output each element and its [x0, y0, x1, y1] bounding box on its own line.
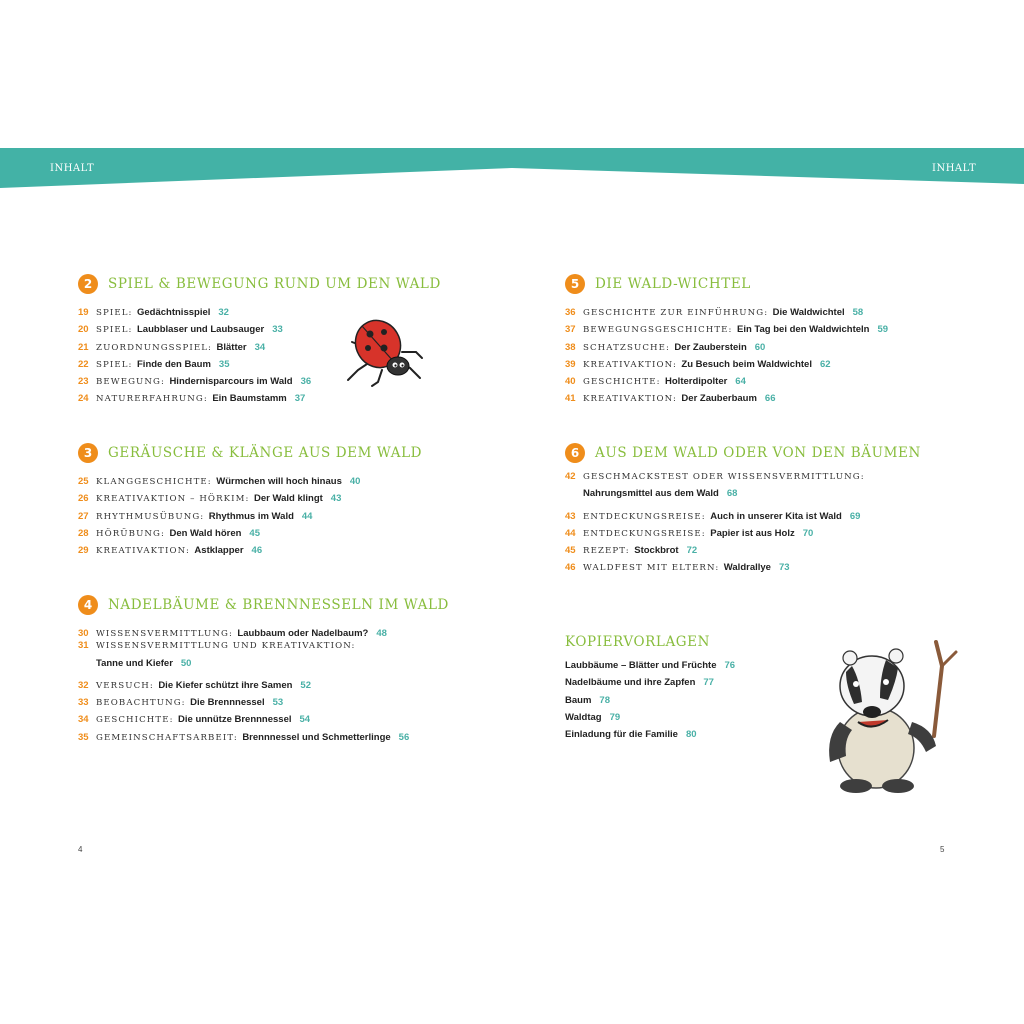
badger-illustration [816, 636, 964, 798]
toc-entry[interactable] [78, 388, 441, 405]
entry-page: 77 [703, 677, 714, 689]
entry-title: Waldrallye [723, 562, 771, 574]
entry-number: 42 [565, 471, 576, 482]
toc-entry[interactable] [78, 540, 422, 557]
entry-title: Der Zauberbaum [681, 393, 757, 405]
entry-title: Baum [565, 694, 592, 706]
toc-entry[interactable] [565, 540, 921, 557]
section-title: GERÄUSCHE & KLÄNGE AUS DEM WALD [108, 445, 423, 461]
toc-entry[interactable] [78, 488, 422, 505]
entry-title: Den Wald hören [169, 527, 242, 539]
entry-title: Holterdipolter [665, 376, 728, 388]
entry-page: 80 [685, 729, 697, 741]
entry-title: Der Zauberstein [674, 341, 747, 353]
entry-number: 22 [78, 358, 89, 370]
entry-page: 53 [272, 697, 284, 709]
section-title: KOPIERVORLAGEN [565, 634, 711, 650]
toc-section-4 [78, 593, 449, 744]
entry-type: RHYTHMUSÜBUNG: [96, 511, 205, 522]
entry-type: WALDFEST MIT ELTERN: [583, 563, 720, 574]
entry-title: Die unnütze Brennnessel [178, 714, 292, 726]
toc-entry[interactable] [565, 319, 888, 336]
entry-title: Laubbaum oder Nadelbaum? [237, 628, 369, 639]
entry-number: 31 [78, 640, 89, 652]
entry-page: 48 [376, 628, 387, 639]
toc-entry[interactable] [78, 640, 449, 657]
entry-title: Die Kiefer schützt ihre Samen [158, 679, 293, 691]
entry-number: 38 [565, 341, 576, 353]
entry-number: 24 [78, 393, 89, 405]
entry-title: Astklapper [194, 545, 244, 557]
entry-number: 40 [565, 376, 576, 388]
entry-type: WISSENSVERMITTLUNG: [96, 629, 233, 639]
entry-number: 45 [565, 545, 576, 557]
entry-title: Rhythmus im Wald [208, 510, 294, 522]
toc-section-3 [78, 441, 422, 557]
entry-type: GESCHICHTE ZUR EINFÜHRUNG: [583, 308, 769, 318]
entry-type: HÖRÜBUNG: [96, 528, 165, 539]
entry-type: ENTDECKUNGSREISE: [583, 528, 706, 539]
toc-entry[interactable] [78, 506, 422, 523]
entry-page: 58 [852, 307, 864, 318]
toc-entry[interactable] [565, 712, 735, 729]
entry-title: Stockbrot [634, 545, 679, 557]
toc-entry[interactable] [78, 523, 422, 540]
toc-entry[interactable] [78, 623, 449, 640]
entry-page: 32 [218, 307, 229, 318]
entry-type: ZUORDNUNGSSPIEL: [96, 342, 213, 353]
entry-number: 19 [78, 307, 89, 318]
entry-number: 43 [565, 510, 576, 522]
page-number-left: 4 [78, 845, 83, 854]
entry-type: BEOBACHTUNG: [96, 698, 186, 709]
entry-page: 70 [802, 527, 814, 539]
entry-title: Ein Tag bei den Waldwichteln [737, 324, 870, 336]
entry-number: 29 [78, 545, 89, 557]
entry-type: VERSUCH: [96, 680, 154, 691]
toc-kopiervorlagen [565, 630, 735, 746]
entry-type: SPIEL: [96, 325, 133, 336]
entry-number: 25 [78, 476, 89, 487]
entry-title: Laubbäume – Blätter und Früchte [565, 660, 717, 671]
toc-entry[interactable] [565, 557, 921, 574]
entry-number: 27 [78, 510, 89, 522]
entry-page: 45 [249, 527, 260, 539]
section-number-badge: 2 [78, 274, 98, 294]
entry-number: 28 [78, 527, 89, 539]
entry-page: 52 [300, 679, 311, 691]
entry-page: 66 [764, 393, 776, 405]
entry-title: Ein Baumstamm [212, 393, 287, 405]
entry-page: 69 [849, 510, 861, 522]
toc-entry[interactable] [565, 506, 921, 523]
entry-title: Der Wald klingt [254, 493, 323, 505]
entry-page: 78 [599, 694, 610, 706]
entry-title: Blätter [216, 341, 247, 353]
entry-number: 46 [565, 562, 576, 574]
entry-page: 64 [735, 376, 746, 388]
entry-type: GESCHICHTE: [583, 377, 661, 388]
header-banner [0, 148, 1024, 190]
header-label-right: INHALT [932, 163, 977, 174]
entry-number: 21 [78, 341, 89, 353]
entry-number: 39 [565, 358, 576, 370]
section-title: NADELBÄUME & BRENNNESSELN IM WALD [108, 597, 449, 613]
entry-type: NATURERFAHRUNG: [96, 394, 208, 405]
section-number-badge: 5 [565, 274, 585, 294]
toc-section-6 [565, 441, 921, 575]
entry-number: 26 [78, 493, 89, 505]
entry-type: SPIEL: [96, 308, 133, 318]
header-label-left: INHALT [50, 163, 95, 174]
ladybug-illustration [340, 312, 430, 390]
entry-type: GEMEINSCHAFTSARBEIT: [96, 732, 238, 743]
entry-page: 37 [294, 393, 306, 405]
entry-page: 50 [180, 657, 192, 669]
toc-entry[interactable] [565, 371, 888, 388]
entry-title: Auch in unserer Kita ist Wald [710, 510, 842, 522]
toc-entry[interactable] [565, 523, 921, 540]
toc-entry[interactable] [565, 337, 888, 354]
entry-type: KREATIVAKTION: [583, 359, 677, 370]
entry-number: 30 [78, 628, 89, 639]
entry-type: KREATIVAKTION: [96, 546, 190, 557]
entry-page: 34 [254, 341, 266, 353]
entry-number: 34 [78, 714, 89, 726]
entry-type: WISSENSVERMITTLUNG UND KREATIVAKTION: [96, 641, 356, 652]
entry-page: 62 [819, 358, 831, 370]
toc-entry[interactable] [78, 471, 422, 488]
entry-title: Hindernisparcours im Wald [169, 376, 293, 388]
entry-page: 79 [609, 711, 621, 723]
entry-type: ENTDECKUNGSREISE: [583, 511, 706, 522]
entry-page: 76 [724, 660, 736, 671]
entry-number: 37 [565, 324, 576, 336]
section-number-badge: 3 [78, 443, 98, 463]
toc-entry[interactable] [78, 727, 449, 744]
entry-page: 35 [218, 358, 230, 370]
entry-type: REZEPT: [583, 546, 630, 557]
toc-entry[interactable] [78, 692, 449, 709]
entry-type: BEWEGUNG: [96, 377, 165, 388]
entry-type: GESCHMACKSTEST ODER WISSENSVERMITTLUNG: [583, 472, 865, 482]
entry-title: Nahrungsmittel aus dem Wald [583, 488, 719, 500]
toc-entry[interactable] [565, 302, 888, 319]
entry-number: 35 [78, 731, 89, 743]
entry-page: 33 [272, 324, 283, 336]
entry-type: KLANGGESCHICHTE: [96, 477, 212, 487]
section-title: SPIEL & BEWEGUNG RUND UM DEN WALD [108, 276, 441, 292]
entry-page: 73 [778, 562, 790, 574]
toc-entry[interactable] [565, 354, 888, 371]
toc-entry[interactable] [78, 709, 449, 726]
toc-entry[interactable] [565, 677, 735, 694]
entry-title: Laubblaser und Laubsauger [137, 324, 265, 336]
entry-title: Die Brennnessel [190, 697, 265, 709]
entry-number: 32 [78, 679, 89, 691]
entry-title: Zu Besuch beim Waldwichtel [681, 358, 812, 370]
entry-title: Waldtag [565, 711, 602, 723]
entry-title: Tanne und Kiefer [96, 657, 173, 669]
entry-number: 33 [78, 697, 89, 709]
section-title: AUS DEM WALD ODER VON DEN BÄUMEN [595, 445, 921, 461]
entry-page: 60 [754, 341, 766, 353]
entry-type: SPIEL: [96, 359, 133, 370]
page-number-right: 5 [940, 845, 945, 854]
toc-entry[interactable] [78, 675, 449, 692]
entry-number: 44 [565, 527, 576, 539]
toc-entry[interactable] [565, 388, 888, 405]
entry-title: Nadelbäume und ihre Zapfen [565, 677, 696, 689]
entry-number: 23 [78, 376, 89, 388]
entry-title: Einladung für die Familie [565, 729, 678, 741]
entry-title: Die Waldwichtel [772, 307, 845, 318]
entry-page: 44 [301, 510, 313, 522]
entry-title: Brennnessel und Schmetterlinge [242, 731, 391, 743]
entry-type: KREATIVAKTION – HÖRKIM: [96, 494, 250, 505]
entry-page: 72 [686, 545, 698, 557]
entry-page: 68 [726, 488, 738, 500]
entry-page: 40 [349, 476, 361, 487]
section-title: DIE WALD-WICHTEL [595, 276, 751, 292]
section-number-badge: 4 [78, 595, 98, 615]
entry-type: GESCHICHTE: [96, 715, 174, 726]
section-number-badge: 6 [565, 443, 585, 463]
entry-type: KREATIVAKTION: [583, 394, 677, 405]
entry-page: 36 [300, 376, 312, 388]
entry-number: 41 [565, 393, 576, 405]
toc-section-5 [565, 272, 888, 406]
toc-entry[interactable] [565, 660, 735, 677]
entry-page: 54 [299, 714, 311, 726]
entry-page: 59 [877, 324, 889, 336]
toc-entry[interactable] [565, 471, 921, 488]
toc-entry-continuation[interactable] [565, 488, 921, 505]
entry-title: Gedächtnisspiel [137, 307, 211, 318]
entry-type: BEWEGUNGSGESCHICHTE: [583, 325, 733, 336]
entry-title: Finde den Baum [137, 358, 211, 370]
entry-page: 43 [330, 493, 342, 505]
toc-entry[interactable] [565, 729, 735, 746]
entry-page: 46 [251, 545, 263, 557]
entry-title: Papier ist aus Holz [710, 527, 795, 539]
entry-number: 36 [565, 307, 576, 318]
entry-page: 56 [398, 731, 410, 743]
entry-title: Würmchen will hoch hinaus [216, 476, 342, 487]
entry-type: SCHATZSUCHE: [583, 342, 670, 353]
toc-entry[interactable] [565, 695, 735, 712]
toc-entry-continuation[interactable] [78, 658, 449, 675]
entry-number: 20 [78, 324, 89, 336]
